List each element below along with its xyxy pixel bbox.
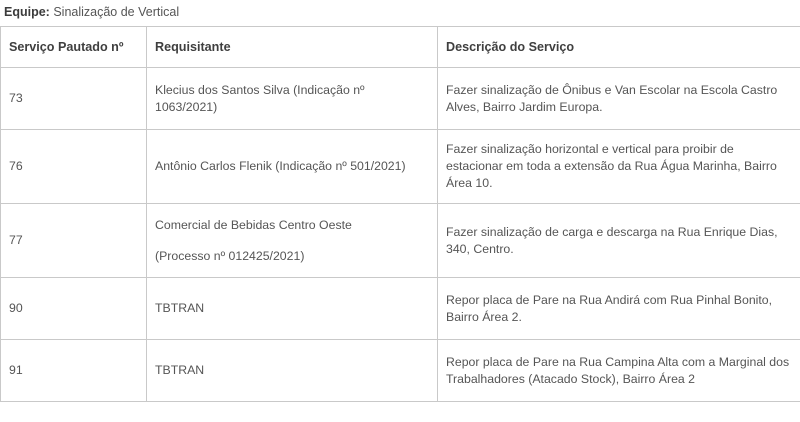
column-header-service-description: Descrição do Serviço <box>438 27 800 68</box>
team-label: Equipe: <box>4 5 50 19</box>
scheduled-services-table <box>0 26 800 402</box>
table-row <box>1 68 800 130</box>
cell-requester: TBTRAN <box>147 278 438 340</box>
requester-name: Comercial de Bebidas Centro Oeste <box>155 217 352 232</box>
cell-service-number: 73 <box>1 68 147 130</box>
table-header <box>1 27 800 68</box>
table-body <box>1 68 800 402</box>
team-value: Sinalização de Vertical <box>53 5 180 19</box>
table-row <box>1 204 800 278</box>
cell-service-number: 77 <box>1 204 147 278</box>
table-row <box>1 278 800 340</box>
cell-service-description: Fazer sinalização horizontal e vertical para proibir de estacionar em toda a extensão da Rua Água Marinha, Bairro Área 10. <box>438 130 800 204</box>
cell-requester: TBTRAN <box>147 340 438 402</box>
cell-service-number: 91 <box>1 340 147 402</box>
table-row <box>1 130 800 204</box>
requester-process: (Processo nº 012425/2021) <box>155 248 305 263</box>
cell-service-number: 90 <box>1 278 147 340</box>
cell-service-description: Repor placa de Pare na Rua Campina Alta com a Marginal dos Trabalhadores (Atacado Stock), Bairro Área 2 <box>438 340 800 402</box>
cell-service-number: 76 <box>1 130 147 204</box>
column-header-requester: Requisitante <box>147 27 438 68</box>
cell-requester <box>147 204 438 278</box>
table-header-row <box>1 27 800 68</box>
table-row <box>1 340 800 402</box>
cell-service-description: Fazer sinalização de Ônibus e Van Escolar na Escola Castro Alves, Bairro Jardim Europa. <box>438 68 800 130</box>
column-header-service-number: Serviço Pautado nº <box>1 27 147 68</box>
cell-requester: Klecius dos Santos Silva (Indicação nº 1063/2021) <box>147 68 438 130</box>
team-heading <box>0 0 800 26</box>
cell-service-description: Fazer sinalização de carga e descarga na Rua Enrique Dias, 340, Centro. <box>438 204 800 278</box>
cell-requester: Antônio Carlos Flenik (Indicação nº 501/2021) <box>147 130 438 204</box>
cell-service-description: Repor placa de Pare na Rua Andirá com Rua Pinhal Bonito, Bairro Área 2. <box>438 278 800 340</box>
